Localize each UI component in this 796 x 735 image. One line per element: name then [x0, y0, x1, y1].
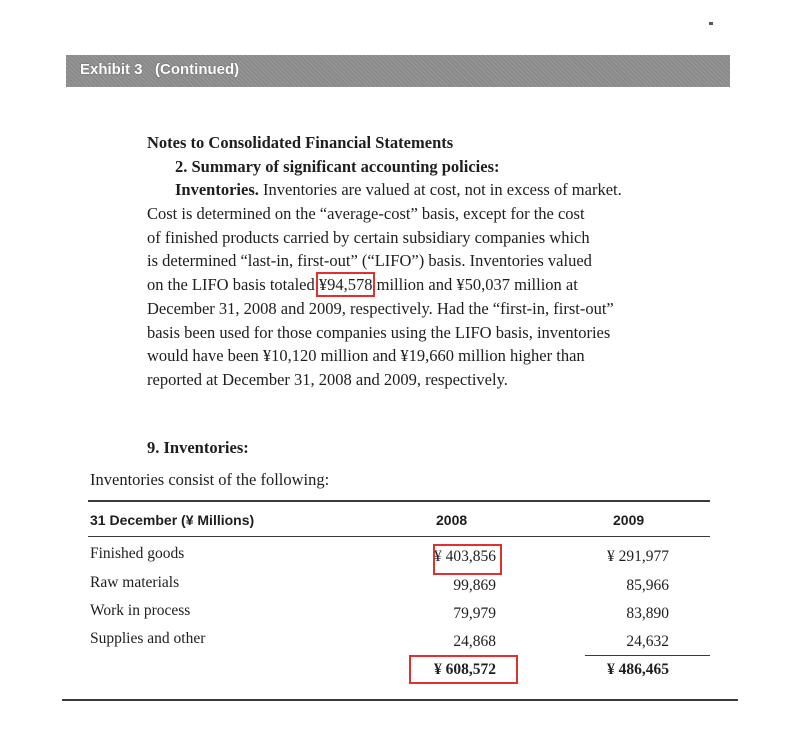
total-2009: ¥ 486,465 — [607, 661, 669, 678]
notes-line-6: December 31, 2008 and 2009, respectively. Had the “first-in, first-out” — [147, 298, 614, 318]
lifo-total-2008-highlight: ¥94,578 — [318, 275, 373, 295]
row-label-raw-materials: Raw materials — [90, 574, 180, 591]
total-2008-highlight — [409, 655, 518, 684]
table-top-rule — [88, 500, 710, 502]
notes-block — [147, 131, 693, 392]
notes-line-9: reported at December 31, 2008 and 2009, respectively. — [147, 369, 508, 389]
cell-work-in-process-2008: 79,979 — [453, 605, 496, 622]
table-header-rule — [88, 536, 710, 537]
notes-line-5: on the LIFO basis totaled ¥94,578 million and ¥50,037 million at — [147, 275, 578, 295]
total-2008: ¥ 608,572 — [434, 661, 496, 678]
exhibit-header-band — [66, 55, 730, 87]
notes-line-1: Inventories. Inventories are valued at cost, not in excess of market. — [175, 180, 622, 200]
table-header-label: 31 December (¥ Millions) — [90, 512, 255, 528]
row-label-work-in-process: Work in process — [90, 602, 191, 619]
notes-line-8: would have been ¥10,120 million and ¥19,660 million higher than — [147, 346, 585, 366]
cell-raw-materials-2009: 85,966 — [626, 577, 669, 594]
inventories-lead: Inventories. — [175, 180, 259, 200]
table-header-2008: 2008 — [436, 512, 468, 528]
row-label-supplies-and-other: Supplies and other — [90, 630, 206, 647]
notes-subheading: 2. Summary of significant accounting policies: — [175, 156, 500, 176]
cell-supplies-2009: 24,632 — [626, 633, 669, 650]
finished-goods-2008-highlight — [433, 544, 502, 575]
scan-mark — [709, 22, 713, 25]
section-9-intro: Inventories consist of the following: — [90, 470, 330, 489]
cell-raw-materials-2008: 99,869 — [453, 577, 496, 594]
section-9-heading: 9. Inventories: — [147, 438, 249, 457]
notes-line-7: basis been used for those companies using the LIFO basis, inventories — [147, 322, 611, 342]
cell-work-in-process-2009: 83,890 — [626, 605, 669, 622]
cell-finished-goods-2008: ¥ 403,856 — [434, 548, 496, 565]
exhibit-title: Exhibit 3 (Continued) — [80, 61, 240, 78]
cell-finished-goods-2009: ¥ 291,977 — [607, 548, 669, 565]
bottom-rule — [62, 699, 738, 701]
notes-line-2: Cost is determined on the “average-cost” basis, except for the cost — [147, 204, 585, 224]
subtotal-rule-2009 — [585, 655, 710, 656]
row-label-finished-goods: Finished goods — [90, 545, 185, 562]
cell-supplies-2008: 24,868 — [453, 633, 496, 650]
notes-heading: Notes to Consolidated Financial Statements — [147, 133, 454, 152]
table-header-2009: 2009 — [613, 512, 645, 528]
notes-line-4: is determined “last-in, first-out” (“LIFO”) basis. Inventories valued — [147, 251, 592, 271]
notes-line-3: of finished products carried by certain subsidiary companies which — [147, 227, 590, 247]
